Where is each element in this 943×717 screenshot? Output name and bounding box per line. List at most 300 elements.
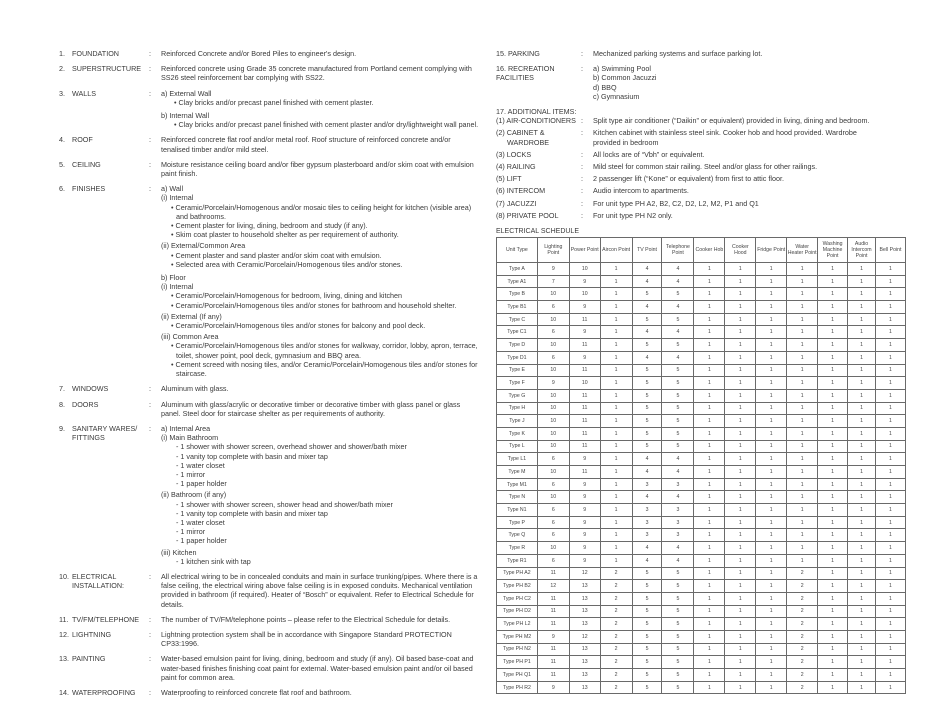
table-cell: 1 [818, 504, 848, 517]
table-cell: 7 [537, 275, 569, 288]
table-cell: 1 [756, 339, 787, 352]
table-row [497, 592, 906, 605]
table-row [497, 504, 906, 517]
table-cell: 13 [569, 605, 600, 618]
table-cell: 1 [756, 364, 787, 377]
table-cell: 1 [694, 351, 725, 364]
table-cell: 1 [694, 643, 725, 656]
spec-label: (8) PRIVATE POOL [496, 210, 559, 220]
table-cell: 9 [537, 377, 569, 390]
spec-tv-fm-telephone [59, 615, 479, 624]
sanitary-line: - 1 kitchen sink with tap [176, 556, 251, 566]
table-cell: 1 [848, 491, 876, 504]
spec-additional-item [496, 116, 911, 125]
table-cell: 1 [876, 618, 906, 631]
table-cell: 1 [818, 630, 848, 643]
table-cell: 1 [787, 301, 818, 314]
table-cell: 1 [818, 567, 848, 580]
table-cell: 5 [632, 364, 662, 377]
table-body [497, 263, 906, 694]
spec-text [161, 184, 479, 378]
table-cell: 10 [537, 402, 569, 415]
table-cell: 1 [600, 516, 632, 529]
spec-label: (1) AIR-CONDITIONERS [496, 116, 576, 126]
spec-text: Moisture resistance ceiling board and/or fiber gypsum plasterboard and/or skim coat with emulsion paint finish. [161, 159, 474, 179]
table-cell: 5 [662, 313, 694, 326]
table-cell: 1 [787, 339, 818, 352]
table-cell: 1 [600, 364, 632, 377]
column-header: Cooker Hob [694, 238, 725, 263]
table-cell: 1 [756, 630, 787, 643]
table-cell: 1 [818, 351, 848, 364]
colon: : [149, 687, 151, 697]
table-cell: 5 [632, 427, 662, 440]
table-cell: 1 [818, 491, 848, 504]
column-header: Bell Point [876, 238, 906, 263]
unit-type-cell: Type H [497, 402, 538, 415]
spec-label: WALLS [72, 88, 97, 98]
table-cell: 1 [694, 681, 725, 694]
unit-type-cell: Type K [497, 427, 538, 440]
table-cell: 10 [569, 288, 600, 301]
sanitary-line: - 1 paper holder [176, 479, 227, 489]
unit-type-cell: Type E [497, 364, 538, 377]
unit-type-cell: Type J [497, 415, 538, 428]
table-cell: 2 [600, 580, 632, 593]
table-cell: 10 [537, 339, 569, 352]
table-cell: 6 [537, 516, 569, 529]
finishes-floor-heading: b) Floor [161, 273, 186, 283]
table-cell: 5 [632, 618, 662, 631]
table-row [497, 275, 906, 288]
unit-type-cell: Type PH Q1 [497, 669, 538, 682]
column-header: Lighting Point [537, 238, 569, 263]
spec-text: For unit type PH N2 only. [593, 210, 673, 220]
table-cell: 5 [632, 605, 662, 618]
column-header: Telephone Point [662, 238, 694, 263]
spec-number: 3. [59, 88, 65, 98]
spec-text: Waterproofing to reinforced concrete flat roof and bathroom. [161, 687, 352, 697]
table-cell: 11 [569, 339, 600, 352]
table-cell: 6 [537, 478, 569, 491]
colon: : [149, 159, 151, 169]
table-cell: 3 [632, 529, 662, 542]
table-row [497, 643, 906, 656]
table-cell: 2 [787, 605, 818, 618]
table-row [497, 440, 906, 453]
table-cell: 1 [818, 415, 848, 428]
table-cell: 9 [569, 478, 600, 491]
unit-type-cell: Type PH M2 [497, 630, 538, 643]
table-cell: 5 [662, 427, 694, 440]
table-cell: 1 [756, 681, 787, 694]
table-cell: 1 [725, 605, 756, 618]
table-cell: 5 [662, 415, 694, 428]
spec-text: Aluminum with glass. [161, 384, 229, 394]
spec-text: Mechanized parking systems and surface parking lot. [593, 49, 763, 58]
table-cell: 1 [818, 275, 848, 288]
table-cell: 11 [569, 313, 600, 326]
table-cell: 1 [694, 529, 725, 542]
table-cell: 1 [876, 529, 906, 542]
table-cell: 1 [600, 453, 632, 466]
table-cell: 9 [569, 453, 600, 466]
table-cell: 1 [600, 478, 632, 491]
finishes-line: • Ceramic/Porcelain/Homogenous tiles and/or stones for balcony and pool deck. [171, 321, 426, 331]
table-cell: 1 [787, 351, 818, 364]
table-cell: 1 [756, 478, 787, 491]
spec-text: 2 passenger lift (“Kone” or equivalent) from first to attic floor. [593, 174, 784, 184]
spec-painting [59, 654, 479, 682]
table-cell: 1 [756, 516, 787, 529]
table-cell: 1 [848, 466, 876, 479]
table-cell: 1 [756, 580, 787, 593]
table-cell: 1 [818, 453, 848, 466]
table-cell: 13 [569, 580, 600, 593]
table-cell: 1 [876, 415, 906, 428]
table-cell: 1 [876, 440, 906, 453]
table-cell: 4 [632, 466, 662, 479]
table-cell: 9 [537, 630, 569, 643]
table-cell: 1 [818, 554, 848, 567]
table-cell: 10 [537, 313, 569, 326]
table-row [497, 339, 906, 352]
table-cell: 1 [818, 605, 848, 618]
table-cell: 5 [632, 440, 662, 453]
spec-walls [59, 89, 479, 130]
table-cell: 1 [725, 313, 756, 326]
table-cell: 1 [725, 415, 756, 428]
spec-number: 4. [59, 135, 65, 145]
table-cell: 6 [537, 326, 569, 339]
table-cell: 1 [725, 301, 756, 314]
table-cell: 1 [694, 326, 725, 339]
table-cell: 1 [787, 313, 818, 326]
table-cell: 1 [876, 580, 906, 593]
table-cell: 4 [632, 263, 662, 276]
table-cell: 1 [725, 516, 756, 529]
table-cell: 1 [600, 504, 632, 517]
table-cell: 2 [600, 669, 632, 682]
table-cell: 9 [569, 301, 600, 314]
table-cell: 2 [787, 592, 818, 605]
spec-doors [59, 400, 479, 418]
table-cell: 1 [694, 453, 725, 466]
table-cell: 1 [694, 339, 725, 352]
table-cell: 1 [787, 504, 818, 517]
table-cell: 1 [600, 466, 632, 479]
table-cell: 1 [756, 643, 787, 656]
table-cell: 1 [787, 453, 818, 466]
table-cell: 4 [632, 491, 662, 504]
table-cell: 1 [756, 351, 787, 364]
table-cell: 1 [848, 313, 876, 326]
table-cell: 1 [756, 326, 787, 339]
table-cell: 1 [876, 377, 906, 390]
spec-text: All electrical wiring to be in concealed conduits and main in surface trunking/pipes. Where there is a false ceiling, the electrical wiring above false ceiling is in exposed conduits. Mechanical ventilation provided in bathroom (if required). Heater of “Bosch” or equivalent. Refer to Electrical Schedule for details. [161, 571, 478, 609]
table-cell: 4 [632, 542, 662, 555]
table-cell: 1 [725, 288, 756, 301]
table-cell: 1 [600, 389, 632, 402]
table-cell: 6 [537, 351, 569, 364]
recreation-line: d) BBQ [593, 82, 617, 92]
sanitary-line: (i) Main Bathroom [161, 433, 219, 443]
table-cell: 1 [600, 542, 632, 555]
table-cell: 1 [694, 618, 725, 631]
table-cell: 9 [569, 351, 600, 364]
table-cell: 2 [600, 618, 632, 631]
table-cell: 1 [756, 275, 787, 288]
table-cell: 12 [537, 580, 569, 593]
table-cell: 11 [537, 669, 569, 682]
spec-label: FINISHES [72, 184, 106, 194]
unit-type-cell: Type L [497, 440, 538, 453]
table-cell: 1 [848, 453, 876, 466]
unit-type-cell: Type C1 [497, 326, 538, 339]
column-header: Aircon Point [600, 238, 632, 263]
table-cell: 1 [848, 592, 876, 605]
table-cell: 1 [756, 453, 787, 466]
colon: : [149, 571, 151, 581]
unit-type-cell: Type P [497, 516, 538, 529]
table-cell: 1 [848, 275, 876, 288]
table-cell: 3 [662, 529, 694, 542]
table-cell: 3 [632, 478, 662, 491]
table-cell: 1 [694, 301, 725, 314]
table-cell: 4 [662, 351, 694, 364]
table-cell: 4 [662, 491, 694, 504]
finishes-line: • Ceramic/Porcelain/Homogenous and/or mosaic tiles to ceiling height for kitchen (visible area) and bathrooms. [171, 202, 472, 221]
table-cell: 2 [787, 580, 818, 593]
table-cell: 5 [632, 681, 662, 694]
table-cell: 1 [787, 263, 818, 276]
table-cell: 12 [569, 630, 600, 643]
table-row [497, 288, 906, 301]
table-cell: 1 [876, 402, 906, 415]
spec-additional-item [496, 199, 911, 208]
table-cell: 1 [818, 427, 848, 440]
table-cell: 1 [725, 656, 756, 669]
table-cell: 1 [694, 263, 725, 276]
table-cell: 3 [632, 504, 662, 517]
finishes-wall-heading: a) Wall [161, 184, 184, 194]
table-cell: 9 [537, 681, 569, 694]
table-cell: 1 [848, 618, 876, 631]
table-cell: 6 [537, 504, 569, 517]
table-cell: 1 [787, 542, 818, 555]
table-cell: 11 [569, 440, 600, 453]
table-cell: 1 [818, 592, 848, 605]
table-row [497, 681, 906, 694]
table-cell: 5 [662, 656, 694, 669]
table-cell: 1 [848, 288, 876, 301]
spec-label: ELECTRICAL INSTALLATION: [72, 571, 125, 591]
table-cell: 1 [600, 402, 632, 415]
table-cell: 1 [725, 364, 756, 377]
table-cell: 1 [725, 529, 756, 542]
spec-number: 6. [59, 184, 65, 194]
table-cell: 1 [818, 377, 848, 390]
colon: : [149, 399, 151, 409]
table-cell: 3 [662, 516, 694, 529]
table-cell: 1 [694, 516, 725, 529]
table-cell: 1 [725, 643, 756, 656]
table-cell: 1 [787, 415, 818, 428]
table-row [497, 313, 906, 326]
table-cell: 1 [818, 580, 848, 593]
table-cell: 1 [756, 427, 787, 440]
table-cell: 1 [600, 440, 632, 453]
electrical-schedule-table [496, 237, 906, 694]
spec-number: 12. [59, 629, 69, 639]
table-cell: 11 [537, 592, 569, 605]
specifications-left-column [59, 49, 479, 703]
table-row [497, 630, 906, 643]
table-cell: 1 [848, 364, 876, 377]
table-cell: 1 [756, 605, 787, 618]
electrical-schedule-title: ELECTRICAL SCHEDULE [496, 228, 579, 235]
sanitary-line: - 1 water closet [176, 517, 225, 527]
table-cell: 1 [876, 542, 906, 555]
table-cell: 11 [569, 402, 600, 415]
spec-number: 10. [59, 571, 69, 581]
column-header: Water Heater Point [787, 238, 818, 263]
table-cell: 11 [569, 364, 600, 377]
unit-type-cell: Type PH L2 [497, 618, 538, 631]
table-cell: 1 [600, 313, 632, 326]
sanitary-line: - 1 shower with shower screen, shower head and shower/bath mixer [176, 499, 393, 509]
sanitary-line: (ii) Bathroom (if any) [161, 490, 227, 500]
spec-label: (7) JACUZZI [496, 198, 537, 208]
sanitary-line: (iii) Kitchen [161, 547, 197, 557]
spec-label: CEILING [72, 159, 101, 169]
table-cell: 10 [537, 491, 569, 504]
table-cell: 1 [725, 402, 756, 415]
table-cell: 1 [848, 389, 876, 402]
table-cell: 5 [662, 669, 694, 682]
spec-additional-item [496, 150, 911, 159]
table-cell: 1 [818, 478, 848, 491]
finishes-line: • Selected area with Ceramic/Porcelain/Homogenous tiles and/or stones. [171, 259, 403, 269]
sanitary-line: - 1 vanity top complete with basin and mixer tap [176, 508, 328, 518]
table-cell: 1 [694, 630, 725, 643]
table-cell: 1 [818, 288, 848, 301]
spec-label: TV/FM/TELEPHONE [72, 614, 140, 624]
spec-label: (3) LOCKS [496, 149, 532, 159]
spec-additional-item [496, 174, 911, 183]
finishes-line: • Cement plaster for living, dining, bedroom and study (if any). [171, 221, 368, 231]
table-cell: 10 [537, 364, 569, 377]
table-cell: 4 [632, 301, 662, 314]
spec-foundation [59, 49, 479, 58]
table-cell: 5 [632, 580, 662, 593]
table-cell: 1 [818, 656, 848, 669]
table-cell: 1 [694, 364, 725, 377]
table-cell: 1 [848, 504, 876, 517]
table-cell: 1 [818, 389, 848, 402]
spec-text: All locks are of “Vbh” or equivalent. [593, 149, 705, 159]
table-cell: 1 [756, 415, 787, 428]
table-cell: 1 [876, 630, 906, 643]
table-cell: 1 [848, 580, 876, 593]
spec-label: WINDOWS [72, 384, 109, 394]
unit-type-cell: Type B1 [497, 301, 538, 314]
table-cell: 1 [694, 275, 725, 288]
table-cell: 1 [600, 326, 632, 339]
colon: : [149, 614, 151, 624]
table-cell: 1 [756, 377, 787, 390]
table-row [497, 453, 906, 466]
table-cell: 1 [725, 440, 756, 453]
table-cell: 5 [662, 288, 694, 301]
table-cell: 1 [694, 478, 725, 491]
unit-type-cell: Type G [497, 389, 538, 402]
table-cell: 1 [756, 402, 787, 415]
table-cell: 1 [787, 389, 818, 402]
finishes-line: • Skim coat plaster to household shelter as per requirement of authority. [171, 230, 399, 240]
table-cell: 1 [818, 681, 848, 694]
table-cell: 4 [632, 326, 662, 339]
table-cell: 1 [725, 263, 756, 276]
column-header: Audio Intercom Point [848, 238, 876, 263]
table-cell: 1 [694, 554, 725, 567]
table-row [497, 567, 906, 580]
table-cell: 1 [725, 453, 756, 466]
table-cell: 1 [694, 592, 725, 605]
colon: : [149, 629, 151, 639]
table-cell: 1 [787, 275, 818, 288]
spec-label: SANITARY WARES/ FITTINGS [72, 423, 138, 443]
table-cell: 10 [537, 415, 569, 428]
table-cell: 5 [632, 389, 662, 402]
table-cell: 1 [694, 605, 725, 618]
table-cell: 10 [537, 542, 569, 555]
table-cell: 6 [537, 529, 569, 542]
unit-type-cell: Type PH A2 [497, 567, 538, 580]
table-cell: 1 [848, 656, 876, 669]
finishes-line: (i) Internal [161, 282, 194, 292]
table-cell: 1 [876, 554, 906, 567]
walls-external-line: • Clay bricks and/or precast panel finished with cement plaster. [174, 97, 374, 107]
table-cell: 5 [632, 313, 662, 326]
table-cell: 1 [876, 275, 906, 288]
table-cell: 1 [600, 377, 632, 390]
table-cell: 9 [569, 504, 600, 517]
unit-type-cell: Type A [497, 263, 538, 276]
table-cell: 1 [725, 466, 756, 479]
table-cell: 1 [787, 440, 818, 453]
table-cell: 10 [569, 377, 600, 390]
table-row [497, 491, 906, 504]
table-row [497, 554, 906, 567]
table-row [497, 427, 906, 440]
column-header: Cooker Hood [725, 238, 756, 263]
table-cell: 10 [537, 288, 569, 301]
column-header: Washing Machine Point [818, 238, 848, 263]
table-cell: 5 [662, 681, 694, 694]
table-row [497, 263, 906, 276]
spec-label: 15. PARKING [496, 49, 540, 58]
table-cell: 1 [876, 605, 906, 618]
spec-label: LIGHTNING [72, 629, 112, 639]
table-cell: 5 [632, 656, 662, 669]
spec-finishes [59, 184, 479, 378]
table-cell: 1 [876, 427, 906, 440]
colon: : [581, 128, 583, 138]
table-cell: 5 [662, 402, 694, 415]
table-cell: 6 [537, 554, 569, 567]
table-cell: 1 [725, 275, 756, 288]
